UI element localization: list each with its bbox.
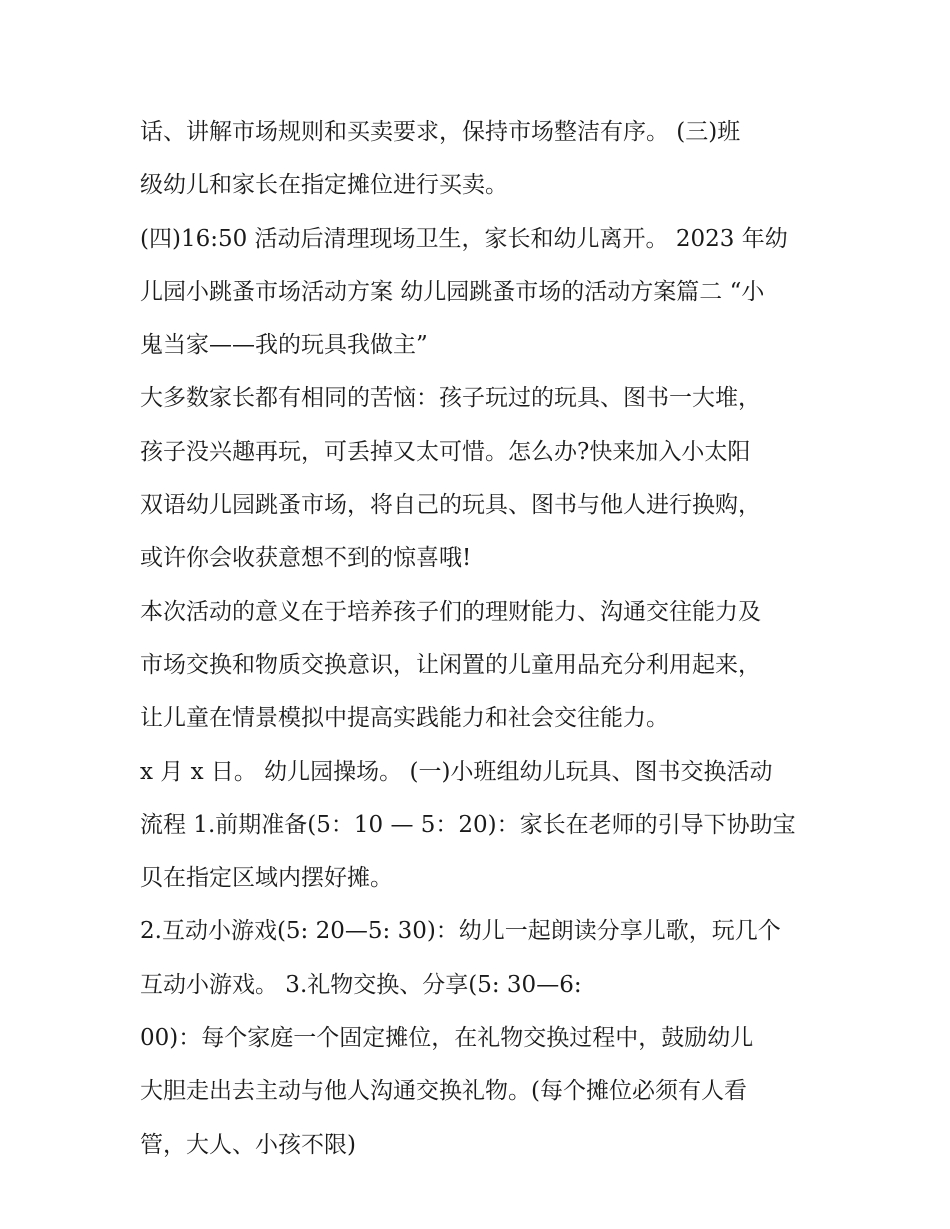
text-line: 管，大人、小孩不限): [140, 1131, 356, 1158]
text-line: 大多数家长都有相同的苦恼：孩子玩过的玩具、图书一大堆，: [140, 385, 761, 412]
text-line: 互动小游戏。 3.礼物交换、分享(5: 30—6:: [140, 971, 582, 998]
text-line: 或许你会收获意想不到的惊喜哦!: [140, 545, 472, 572]
text-line: 双语幼儿园跳蚤市场，将自己的玩具、图书与他人进行换购，: [140, 492, 761, 519]
text-line: 大胆走出去主动与他人沟通交换礼物。(每个摊位必须有人看: [140, 1078, 747, 1105]
text-line: 流程 1.前期准备(5：10 — 5：20)：家长在老师的引导下协助宝: [140, 811, 796, 838]
text-line: 鬼当家——我的玩具我做主”: [140, 332, 428, 359]
text-line: 孩子没兴趣再玩，可丢掉又太可惜。怎么办?快来加入小太阳: [140, 438, 751, 465]
text-line: 贝在指定区域内摆好摊。: [140, 865, 393, 892]
body-text: [140, 106, 820, 1172]
text-line: 本次活动的意义在于培养孩子们的理财能力、沟通交往能力及: [140, 598, 761, 625]
text-line: 儿园小跳蚤市场活动方案 幼儿园跳蚤市场的活动方案篇二 “小: [140, 278, 765, 305]
text-line: 00)：每个家庭一个固定摊位，在礼物交换过程中，鼓励幼儿: [140, 1025, 754, 1052]
text-line: 让儿童在情景模拟中提高实践能力和社会交往能力。: [140, 705, 669, 732]
text-line: 话、讲解市场规则和买卖要求，保持市场整洁有序。 (三)班: [140, 119, 741, 145]
text-line: (四)16:50 活动后清理现场卫生，家长和幼儿离开。 2023 年幼: [140, 225, 788, 252]
text-line: 级幼儿和家长在指定摊位进行买卖。: [140, 172, 508, 199]
text-line: x 月 x 日。 幼儿园操场。 (一)小班组幼儿玩具、图书交换活动: [140, 758, 773, 785]
text-line: 市场交换和物质交换意识，让闲置的儿童用品充分利用起来，: [140, 651, 761, 678]
text-line: 2.互动小游戏(5: 20—5: 30)：幼儿一起朗读分享儿歌，玩几个: [140, 918, 781, 945]
